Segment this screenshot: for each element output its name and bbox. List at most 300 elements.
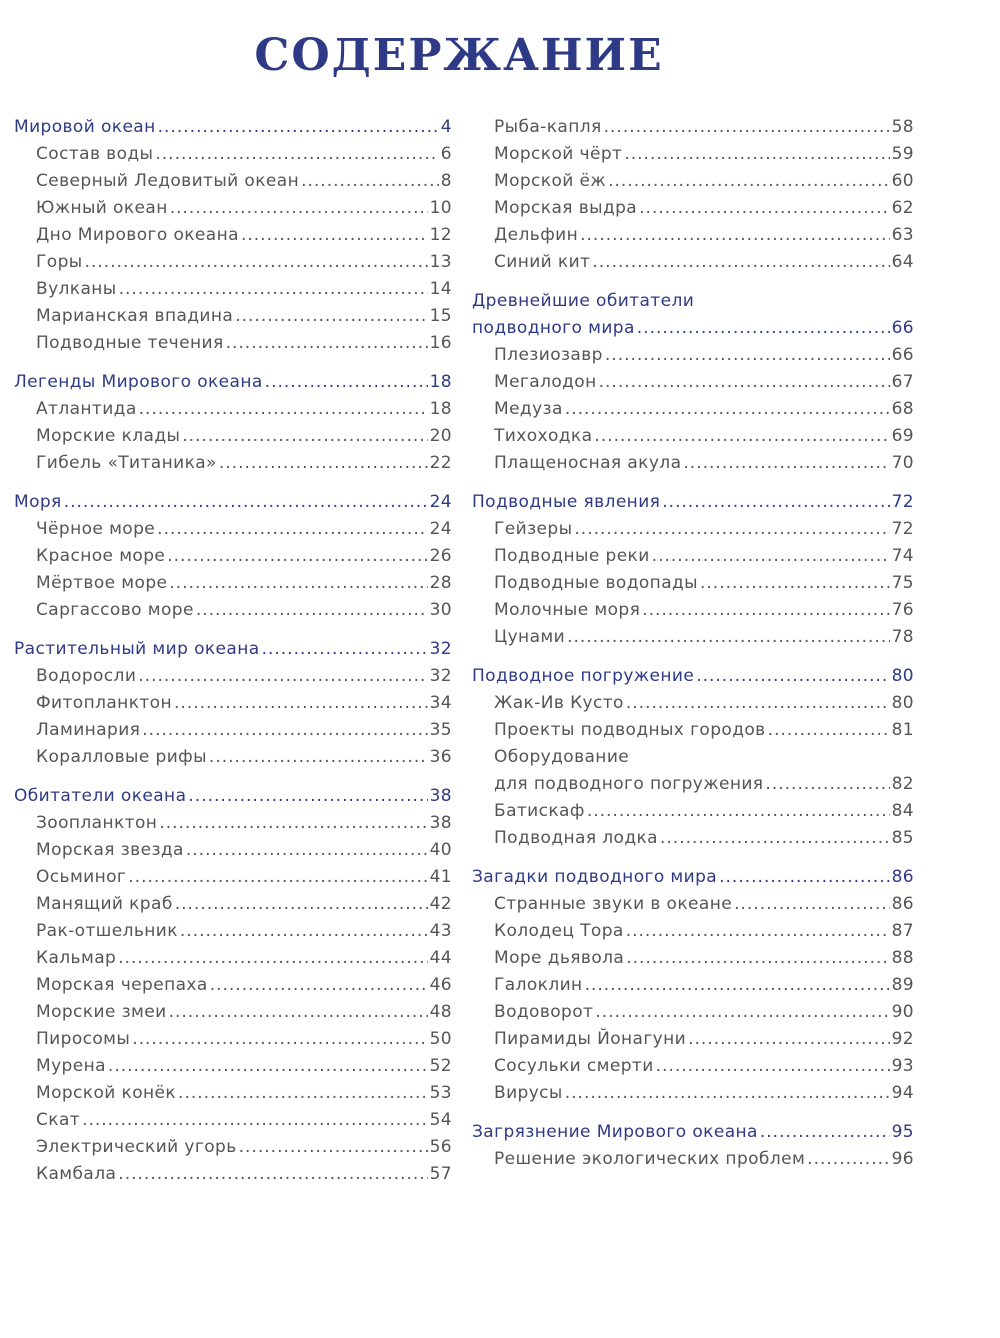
toc-entry[interactable] bbox=[14, 1080, 452, 1107]
dot-leader bbox=[605, 342, 890, 369]
toc-entry[interactable] bbox=[14, 543, 452, 570]
dot-leader bbox=[807, 1146, 889, 1173]
entry-title: Колодец Тора bbox=[494, 921, 624, 941]
dot-leader bbox=[157, 516, 427, 543]
page-number: 54 bbox=[429, 1110, 452, 1130]
page-number: 70 bbox=[891, 453, 914, 473]
page-number: 56 bbox=[429, 1137, 452, 1157]
dot-leader bbox=[574, 516, 889, 543]
page-number: 66 bbox=[891, 318, 914, 338]
toc-entry[interactable] bbox=[14, 168, 452, 195]
page-number: 53 bbox=[429, 1083, 452, 1103]
dot-leader bbox=[626, 918, 890, 945]
toc-entry[interactable] bbox=[472, 597, 914, 624]
page-number: 63 bbox=[891, 225, 914, 245]
page-number: 30 bbox=[429, 600, 452, 620]
entry-title: Подводные водопады bbox=[494, 573, 698, 593]
entry-title: Рыба-капля bbox=[494, 117, 602, 137]
page-title: СОДЕРЖАНИЕ bbox=[254, 30, 664, 81]
toc-entry[interactable] bbox=[472, 114, 914, 141]
section-title: Загадки подводного мира bbox=[472, 867, 718, 887]
toc-entry[interactable] bbox=[472, 798, 914, 825]
toc-entry[interactable] bbox=[14, 423, 452, 450]
dot-leader bbox=[132, 1026, 427, 1053]
entry-title: Водоросли bbox=[36, 666, 137, 686]
page-number: 43 bbox=[429, 921, 452, 941]
toc-entry[interactable] bbox=[14, 663, 452, 690]
page-number: 93 bbox=[891, 1056, 914, 1076]
entry-title: Пиросомы bbox=[36, 1029, 131, 1049]
toc-entry[interactable] bbox=[14, 222, 452, 249]
dot-leader bbox=[82, 1107, 428, 1134]
page-number: 32 bbox=[429, 666, 452, 686]
toc-right-column bbox=[472, 114, 914, 1185]
toc-entry[interactable] bbox=[14, 396, 452, 423]
toc-entry[interactable] bbox=[472, 1026, 914, 1053]
toc-entry[interactable] bbox=[472, 945, 914, 972]
entry-title: Плезиозавр bbox=[494, 345, 603, 365]
toc-entry[interactable] bbox=[472, 543, 914, 570]
toc-entry[interactable] bbox=[14, 570, 452, 597]
entry-title: Рак-отшельник bbox=[36, 921, 178, 941]
toc-section bbox=[472, 288, 914, 477]
dot-leader bbox=[595, 999, 889, 1026]
page-number: 10 bbox=[429, 198, 452, 218]
page-number: 13 bbox=[429, 252, 452, 272]
toc-entry[interactable] bbox=[472, 450, 914, 477]
dot-leader bbox=[604, 114, 890, 141]
toc-entry[interactable] bbox=[472, 771, 914, 798]
toc-entry[interactable] bbox=[14, 972, 452, 999]
toc-entry[interactable] bbox=[14, 918, 452, 945]
entry-title: Молочные моря bbox=[494, 600, 641, 620]
page-number: 6 bbox=[440, 144, 452, 164]
toc-entry[interactable] bbox=[14, 891, 452, 918]
page-number: 74 bbox=[891, 546, 914, 566]
entry-title: Красное море bbox=[36, 546, 166, 566]
section-title: Моря bbox=[14, 492, 62, 512]
dot-leader bbox=[239, 1134, 428, 1161]
entry-title: Атлантида bbox=[36, 399, 137, 419]
entry-title: Синий кит bbox=[494, 252, 591, 272]
dot-leader bbox=[128, 864, 427, 891]
dot-leader bbox=[158, 114, 439, 141]
toc-entry-line1[interactable] bbox=[472, 744, 914, 771]
page-number: 36 bbox=[429, 747, 452, 767]
entry-title: Северный Ледовитый океан bbox=[36, 171, 300, 191]
page-number: 14 bbox=[429, 279, 452, 299]
toc-entry[interactable] bbox=[14, 810, 452, 837]
page-number: 90 bbox=[891, 1002, 914, 1022]
entry-title: Проекты подводных городов bbox=[494, 720, 766, 740]
page-number: 12 bbox=[429, 225, 452, 245]
dot-leader bbox=[301, 168, 439, 195]
dot-leader bbox=[599, 369, 890, 396]
toc-entry[interactable] bbox=[14, 690, 452, 717]
toc-entry[interactable] bbox=[14, 516, 452, 543]
entry-title: Марианская впадина bbox=[36, 306, 234, 326]
dot-leader bbox=[642, 597, 889, 624]
page-number: 18 bbox=[429, 399, 452, 419]
entry-title: Подводные течения bbox=[36, 333, 224, 353]
toc-section-heading[interactable] bbox=[14, 114, 452, 141]
dot-leader bbox=[624, 141, 889, 168]
dot-leader bbox=[662, 489, 889, 516]
dot-leader bbox=[587, 798, 890, 825]
dot-leader bbox=[139, 396, 428, 423]
page-number: 34 bbox=[429, 693, 452, 713]
page-number: 46 bbox=[429, 975, 452, 995]
page-number: 85 bbox=[891, 828, 914, 848]
entry-title: Тихоходка bbox=[494, 426, 593, 446]
entry-title: Плащеносная акула bbox=[494, 453, 682, 473]
toc-section bbox=[472, 864, 914, 1107]
toc-entry[interactable] bbox=[472, 1146, 914, 1173]
entry-title: Медуза bbox=[494, 399, 563, 419]
entry-title: Южный океан bbox=[36, 198, 168, 218]
toc-section bbox=[472, 114, 914, 276]
entry-title: Сосульки смерти bbox=[494, 1056, 654, 1076]
dot-leader bbox=[626, 945, 889, 972]
page-number: 38 bbox=[429, 813, 452, 833]
dot-leader bbox=[585, 972, 890, 999]
toc-entry[interactable] bbox=[14, 1026, 452, 1053]
page-number: 41 bbox=[429, 867, 452, 887]
dot-leader bbox=[580, 222, 889, 249]
toc-section bbox=[14, 636, 452, 771]
page-number: 81 bbox=[891, 720, 914, 740]
page-number: 86 bbox=[891, 894, 914, 914]
toc-section bbox=[472, 489, 914, 651]
page-number: 28 bbox=[429, 573, 452, 593]
dot-leader bbox=[167, 543, 427, 570]
toc-entry[interactable] bbox=[472, 168, 914, 195]
toc-entry[interactable] bbox=[14, 744, 452, 771]
toc-entry[interactable] bbox=[14, 450, 452, 477]
toc-section-heading[interactable] bbox=[14, 369, 452, 396]
entry-title: Коралловые рифы bbox=[36, 747, 207, 767]
section-title: Мировой океан bbox=[14, 117, 156, 137]
page-number: 69 bbox=[891, 426, 914, 446]
entry-title: Жак-Ив Кусто bbox=[494, 693, 624, 713]
section-title: Загрязнение Мирового океана bbox=[472, 1122, 758, 1142]
page-number: 58 bbox=[891, 117, 914, 137]
page-number: 24 bbox=[429, 519, 452, 539]
entry-title: Морская звезда bbox=[36, 840, 184, 860]
dot-leader bbox=[637, 315, 890, 342]
toc-section-heading[interactable] bbox=[14, 636, 452, 663]
page-number: 24 bbox=[429, 492, 452, 512]
entry-title: Решение экологических проблем bbox=[494, 1149, 806, 1169]
entry-title: Мёртвое море bbox=[36, 573, 168, 593]
section-title: Подводное погружение bbox=[472, 666, 695, 686]
dot-leader bbox=[565, 1080, 890, 1107]
page-number: 22 bbox=[429, 453, 452, 473]
entry-title: Чёрное море bbox=[36, 519, 156, 539]
toc-entry[interactable] bbox=[14, 1107, 452, 1134]
dot-leader bbox=[219, 450, 428, 477]
dot-leader bbox=[639, 195, 889, 222]
entry-title: Цунами bbox=[494, 627, 566, 647]
section-title: Легенды Мирового океана bbox=[14, 372, 263, 392]
dot-leader bbox=[660, 825, 890, 852]
page-number: 95 bbox=[891, 1122, 914, 1142]
dot-leader bbox=[768, 717, 890, 744]
dot-leader bbox=[169, 999, 428, 1026]
dot-leader bbox=[592, 249, 889, 276]
page-number: 96 bbox=[891, 1149, 914, 1169]
page-number: 64 bbox=[891, 252, 914, 272]
dot-leader bbox=[652, 543, 890, 570]
toc-entry[interactable] bbox=[14, 249, 452, 276]
page-number: 8 bbox=[440, 171, 452, 191]
page-number: 86 bbox=[891, 867, 914, 887]
dot-leader bbox=[265, 369, 428, 396]
toc-section-heading[interactable] bbox=[472, 864, 914, 891]
dot-leader bbox=[567, 624, 889, 651]
page-number: 68 bbox=[891, 399, 914, 419]
entry-title: Электрический угорь bbox=[36, 1137, 237, 1157]
section-title: Древнейшие обитатели bbox=[472, 291, 695, 311]
toc-section-heading[interactable] bbox=[472, 663, 914, 690]
entry-title: Морские змеи bbox=[36, 1002, 167, 1022]
dot-leader bbox=[159, 810, 427, 837]
page-number: 76 bbox=[891, 600, 914, 620]
dot-leader bbox=[719, 864, 889, 891]
toc-entry[interactable] bbox=[472, 624, 914, 651]
entry-title: Вирусы bbox=[494, 1083, 563, 1103]
toc-section bbox=[472, 1119, 914, 1173]
dot-leader bbox=[180, 918, 428, 945]
toc-section-heading[interactable] bbox=[472, 489, 914, 516]
entry-title: Батискаф bbox=[494, 801, 585, 821]
page-number: 48 bbox=[429, 1002, 452, 1022]
entry-title: Дно Мирового океана bbox=[36, 225, 239, 245]
dot-leader bbox=[565, 396, 890, 423]
entry-title: Саргассово море bbox=[36, 600, 194, 620]
dot-leader bbox=[119, 276, 428, 303]
dot-leader bbox=[118, 1161, 427, 1188]
toc-entry[interactable] bbox=[472, 516, 914, 543]
toc-entry[interactable] bbox=[14, 999, 452, 1026]
toc-entry[interactable] bbox=[472, 1053, 914, 1080]
page-number: 92 bbox=[891, 1029, 914, 1049]
page-number: 66 bbox=[891, 345, 914, 365]
dot-leader bbox=[626, 690, 890, 717]
dot-leader bbox=[241, 222, 428, 249]
toc-entry[interactable] bbox=[472, 570, 914, 597]
dot-leader bbox=[186, 837, 428, 864]
toc-entry[interactable] bbox=[14, 330, 452, 357]
entry-title: Состав воды bbox=[36, 144, 154, 164]
page-number: 32 bbox=[429, 639, 452, 659]
toc-entry[interactable] bbox=[14, 864, 452, 891]
page-number: 52 bbox=[429, 1056, 452, 1076]
dot-leader bbox=[175, 891, 428, 918]
toc-entry[interactable] bbox=[472, 918, 914, 945]
toc-entry[interactable] bbox=[14, 195, 452, 222]
page-number: 60 bbox=[891, 171, 914, 191]
page-number: 75 bbox=[891, 573, 914, 593]
toc-entry[interactable] bbox=[472, 222, 914, 249]
toc-entry[interactable] bbox=[14, 1161, 452, 1188]
entry-title: Мурена bbox=[36, 1056, 106, 1076]
toc-entry[interactable] bbox=[14, 1134, 452, 1161]
dot-leader bbox=[765, 771, 889, 798]
page-number: 94 bbox=[891, 1083, 914, 1103]
page-number: 18 bbox=[429, 372, 452, 392]
entry-title: Манящий краб bbox=[36, 894, 173, 914]
toc-entry[interactable] bbox=[14, 945, 452, 972]
entry-title: Морской конёк bbox=[36, 1083, 177, 1103]
entry-title: Гибель «Титаника» bbox=[36, 453, 217, 473]
toc-entry[interactable] bbox=[472, 249, 914, 276]
toc-section bbox=[14, 489, 452, 624]
dot-leader bbox=[118, 945, 427, 972]
page-number: 78 bbox=[891, 627, 914, 647]
page-number: 26 bbox=[429, 546, 452, 566]
entry-title: Горы bbox=[36, 252, 83, 272]
dot-leader bbox=[688, 1026, 889, 1053]
entry-title: Морской чёрт bbox=[494, 144, 623, 164]
entry-title: Подводные реки bbox=[494, 546, 650, 566]
entry-title: Странные звуки в океане bbox=[494, 894, 733, 914]
page-number: 80 bbox=[891, 666, 914, 686]
dot-leader bbox=[85, 249, 428, 276]
dot-leader bbox=[155, 141, 438, 168]
dot-leader bbox=[683, 450, 889, 477]
entry-title: Оборудование bbox=[494, 747, 630, 767]
toc-section-heading[interactable] bbox=[472, 315, 914, 342]
toc-entry[interactable] bbox=[14, 276, 452, 303]
page-number: 4 bbox=[440, 117, 452, 137]
dot-leader bbox=[696, 663, 889, 690]
dot-leader bbox=[760, 1119, 890, 1146]
toc-entry[interactable] bbox=[472, 141, 914, 168]
toc-entry[interactable] bbox=[14, 717, 452, 744]
section-title: подводного мира bbox=[472, 318, 635, 338]
toc-section-heading[interactable] bbox=[14, 783, 452, 810]
entry-title: Гейзеры bbox=[494, 519, 573, 539]
dot-leader bbox=[108, 1053, 428, 1080]
section-title: Обитатели океана bbox=[14, 786, 187, 806]
dot-leader bbox=[210, 972, 428, 999]
toc-entry[interactable] bbox=[472, 717, 914, 744]
dot-leader bbox=[188, 783, 427, 810]
toc-entry[interactable] bbox=[472, 195, 914, 222]
page-number: 59 bbox=[891, 144, 914, 164]
toc-left-column bbox=[14, 114, 452, 1200]
entry-title: Скат bbox=[36, 1110, 81, 1130]
page-number: 72 bbox=[891, 492, 914, 512]
dot-leader bbox=[178, 1080, 428, 1107]
entry-title: Морской ёж bbox=[494, 171, 607, 191]
page-number: 57 bbox=[429, 1164, 452, 1184]
toc-entry[interactable] bbox=[14, 837, 452, 864]
dot-leader bbox=[734, 891, 889, 918]
toc-section bbox=[472, 663, 914, 852]
page-number: 82 bbox=[891, 774, 914, 794]
dot-leader bbox=[608, 168, 889, 195]
page-number: 44 bbox=[429, 948, 452, 968]
entry-title: Морская выдра bbox=[494, 198, 638, 218]
page-number: 16 bbox=[429, 333, 452, 353]
toc-entry[interactable] bbox=[472, 825, 914, 852]
dot-leader bbox=[169, 570, 427, 597]
toc-section-heading[interactable] bbox=[14, 489, 452, 516]
toc-entry[interactable] bbox=[14, 597, 452, 624]
toc-entry[interactable] bbox=[472, 396, 914, 423]
toc-section-heading-line1[interactable] bbox=[472, 288, 914, 315]
entry-title: Камбала bbox=[36, 1164, 117, 1184]
entry-title: Ламинария bbox=[36, 720, 141, 740]
section-title: Растительный мир океана bbox=[14, 639, 260, 659]
entry-title: Галоклин bbox=[494, 975, 583, 995]
page-number: 80 bbox=[891, 693, 914, 713]
dot-leader bbox=[594, 423, 889, 450]
entry-title: Подводная лодка bbox=[494, 828, 658, 848]
dot-leader bbox=[196, 597, 428, 624]
dot-leader bbox=[656, 1053, 890, 1080]
toc-section bbox=[14, 369, 452, 477]
dot-leader bbox=[209, 744, 428, 771]
entry-title: Вулканы bbox=[36, 279, 117, 299]
toc-entry[interactable] bbox=[14, 141, 452, 168]
entry-title: Морская черепаха bbox=[36, 975, 208, 995]
entry-title: Кальмар bbox=[36, 948, 117, 968]
toc-entry[interactable] bbox=[472, 1080, 914, 1107]
entry-title: Пирамиды Йонагуни bbox=[494, 1029, 687, 1049]
toc-entry[interactable] bbox=[472, 690, 914, 717]
entry-title: Морские клады bbox=[36, 426, 181, 446]
toc-entry[interactable] bbox=[472, 423, 914, 450]
toc-section bbox=[14, 114, 452, 357]
dot-leader bbox=[142, 717, 427, 744]
toc-entry[interactable] bbox=[14, 303, 452, 330]
page-number: 35 bbox=[429, 720, 452, 740]
dot-leader bbox=[174, 690, 428, 717]
page-number: 72 bbox=[891, 519, 914, 539]
toc-entry[interactable] bbox=[472, 999, 914, 1026]
page-number: 67 bbox=[891, 372, 914, 392]
page-number: 84 bbox=[891, 801, 914, 821]
page-number: 15 bbox=[429, 306, 452, 326]
page-number: 88 bbox=[891, 948, 914, 968]
page-number: 40 bbox=[429, 840, 452, 860]
toc-section-heading[interactable] bbox=[472, 1119, 914, 1146]
toc-entry[interactable] bbox=[472, 891, 914, 918]
dot-leader bbox=[64, 489, 428, 516]
toc-entry[interactable] bbox=[472, 369, 914, 396]
entry-title: Дельфин bbox=[494, 225, 579, 245]
page-number: 62 bbox=[891, 198, 914, 218]
dot-leader bbox=[700, 570, 890, 597]
toc-entry[interactable] bbox=[14, 1053, 452, 1080]
entry-title: Водоворот bbox=[494, 1002, 594, 1022]
page-number: 38 bbox=[429, 786, 452, 806]
entry-title: Фитопланктон bbox=[36, 693, 172, 713]
page-number: 50 bbox=[429, 1029, 452, 1049]
toc-entry[interactable] bbox=[472, 342, 914, 369]
toc-entry[interactable] bbox=[472, 972, 914, 999]
section-title: Подводные явления bbox=[472, 492, 661, 512]
entry-title: Море дьявола bbox=[494, 948, 625, 968]
dot-leader bbox=[262, 636, 428, 663]
page-number: 20 bbox=[429, 426, 452, 446]
entry-title: Осьминог bbox=[36, 867, 127, 887]
dot-leader bbox=[226, 330, 428, 357]
toc-section bbox=[14, 783, 452, 1188]
